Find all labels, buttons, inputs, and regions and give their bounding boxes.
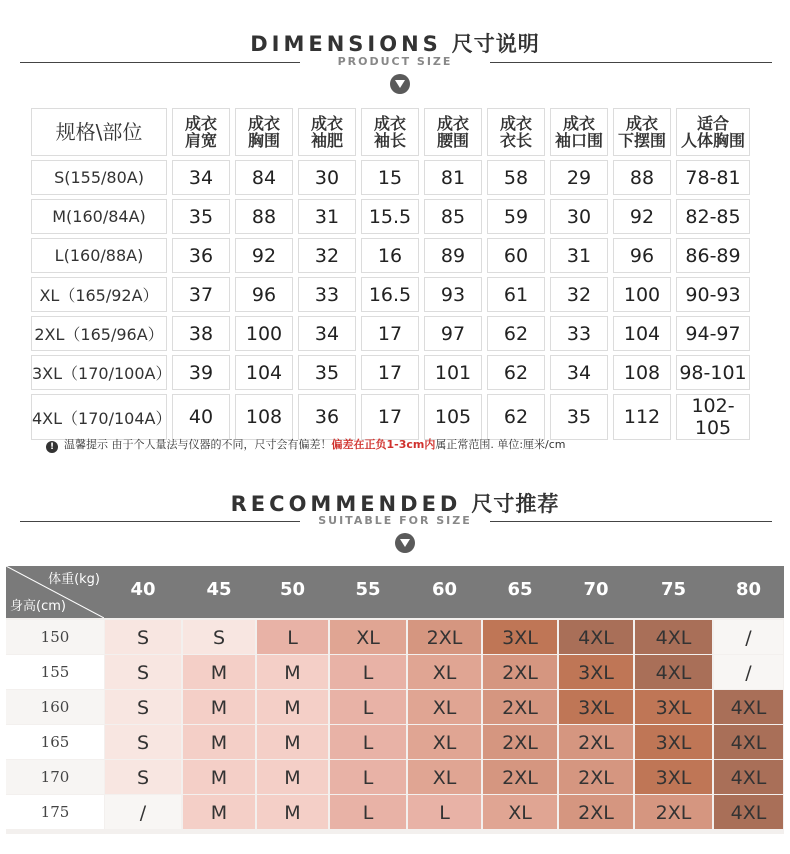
size-recommendation-cell: 4XL [559,620,633,654]
weight-header-cell: 55 [355,579,381,600]
table-cell: 81 [424,160,482,195]
height-row-label: 155 [6,655,104,689]
size-label-cell: XL（165/92A） [31,277,167,312]
size-recommendation-cell: 4XL [714,725,783,759]
dimensions-title-en: DIMENSIONS [250,32,442,56]
table-header-row [31,108,750,156]
recommended-title-en: RECOMMENDED [230,492,462,516]
table-cell: 108 [613,355,671,390]
height-row-label: 160 [6,690,104,724]
table-cell: 29 [550,160,608,195]
size-recommendation-cell: XL [483,795,557,829]
size-recommendation-cell: XL [408,725,481,759]
size-recommendation-cell: M [183,655,255,689]
height-row-label: 150 [6,620,104,654]
table-cell: 94-97 [676,316,750,351]
size-recommendation-cell: 2XL [635,795,712,829]
table-cell: 60 [487,238,545,273]
size-recommendation-cell: / [714,620,783,654]
table-cell: 17 [361,355,419,390]
size-recommendation-cell: 2XL [408,620,481,654]
table-cell: 62 [487,316,545,351]
size-recommendation-cell: M [183,760,255,794]
table-cell: 88 [613,160,671,195]
height-row-label: 175 [6,795,104,829]
table-cell: 35 [172,199,230,234]
size-label-cell: M(160/84A) [31,199,167,234]
dimensions-table [26,104,755,444]
size-recommendation-cell: L [330,795,406,829]
size-recommendation-cell: S [105,690,181,724]
table-cell: 35 [298,355,356,390]
size-recommendation-cell: 2XL [483,690,557,724]
divider-right [490,62,772,63]
size-recommendation-cell: 2XL [559,725,633,759]
table-cell: 37 [172,277,230,312]
recommended-subtitle: SUITABLE FOR SIZE [318,514,472,527]
size-recommendation-cell: XL [408,655,481,689]
size-recommendation-cell: M [257,725,328,759]
header-cell: 成衣 袖口围 [550,108,608,156]
table-cell: 86-89 [676,238,750,273]
size-recommendation-cell: S [105,725,181,759]
table-cell: 84 [235,160,293,195]
table-cell: 112 [613,394,671,440]
size-recommendation-cell: 3XL [635,760,712,794]
table-cell: 97 [424,316,482,351]
table-cell: 17 [361,316,419,351]
size-recommendation-cell: L [330,760,406,794]
size-recommendation-cell: 3XL [559,690,633,724]
size-recommendation-cell: 3XL [635,690,712,724]
table-cell: 98-101 [676,355,750,390]
size-recommendation-cell: 4XL [714,760,783,794]
table-cell: 101 [424,355,482,390]
table-cell: 82-85 [676,199,750,234]
table-row [31,316,750,351]
table-cell: 59 [487,199,545,234]
weight-header-cell: 60 [431,579,458,600]
table-cell: 92 [613,199,671,234]
header-cell: 成衣 肩宽 [172,108,230,156]
size-recommendation-cell: 3XL [559,655,633,689]
size-recommendation-cell: S [105,620,181,654]
size-recommendation-cell: 2XL [559,795,633,829]
table-cell: 30 [298,160,356,195]
size-recommendation-cell: XL [408,760,481,794]
table-cell: 36 [298,394,356,440]
table-cell: 34 [172,160,230,195]
size-recommendation-cell: M [183,725,255,759]
size-recommendation-cell: 2XL [559,760,633,794]
table-cell: 96 [613,238,671,273]
table-cell: 34 [298,316,356,351]
size-recommendation-cell: M [183,795,255,829]
header-cell: 成衣 袖长 [361,108,419,156]
table-cell: 100 [235,316,293,351]
dimensions-subtitle: PRODUCT SIZE [337,55,453,68]
table-cell: 35 [550,394,608,440]
size-recommendation-cell: 3XL [635,725,712,759]
table-cell: 39 [172,355,230,390]
table-cell: 30 [550,199,608,234]
table-cell: 15.5 [361,199,419,234]
header-cell: 适合 人体胸围 [676,108,750,156]
table-row [31,394,750,440]
dimensions-title [0,28,790,58]
size-recommendation-cell: M [257,655,328,689]
table-cell: 62 [487,355,545,390]
table-cell: 40 [172,394,230,440]
size-label-cell: 3XL（170/100A） [31,355,167,390]
header-cell: 成衣 腰围 [424,108,482,156]
size-recommendation-cell: L [330,725,406,759]
dimensions-title-cn: 尺寸说明 [451,32,540,56]
size-recommendation-cell: / [105,795,181,829]
table-cell: 102-105 [676,394,750,440]
size-recommendation-cell: L [330,690,406,724]
table-cell: 104 [235,355,293,390]
size-note [46,436,566,453]
size-recommendation-cell: XL [330,620,406,654]
size-recommendation-cell: M [257,760,328,794]
table-row [31,238,750,273]
table-row [31,199,750,234]
table-cell: 33 [550,316,608,351]
size-recommendation-cell: XL [408,690,481,724]
weight-header-cell: 80 [735,579,762,600]
size-recommendation-cell: 4XL [635,620,712,654]
size-recommendation-cell: 4XL [714,690,783,724]
table-cell: 90-93 [676,277,750,312]
table-cell: 61 [487,277,545,312]
recommended-title-cn: 尺寸推荐 [471,492,560,516]
recommended-grid [6,566,784,834]
table-cell: 15 [361,160,419,195]
height-row-label: 165 [6,725,104,759]
header-cell: 成衣 袖肥 [298,108,356,156]
table-row [31,160,750,195]
height-row-label: 170 [6,760,104,794]
weight-header-cell: 70 [583,579,609,600]
table-cell: 96 [235,277,293,312]
size-label-cell: S(155/80A) [31,160,167,195]
weight-header-cell: 50 [279,579,306,600]
warning-icon: ! [46,441,58,453]
table-row [31,355,750,390]
size-recommendation-cell: L [408,795,481,829]
table-cell: 32 [298,238,356,273]
header-cell: 成衣 下摆围 [613,108,671,156]
size-recommendation-cell: S [105,760,181,794]
size-recommendation-cell: 2XL [483,760,557,794]
note-prefix: 温馨提示 由于个人量法与仪器的不同，尺寸会有偏差！ [64,438,332,451]
corner-cell [6,566,104,618]
size-recommendation-cell: M [257,690,328,724]
size-recommendation-cell: M [257,795,328,829]
table-cell: 93 [424,277,482,312]
weight-header-cell: 65 [507,579,533,600]
table-cell: 85 [424,199,482,234]
weight-header-cell: 40 [130,579,156,600]
size-recommendation-cell: 3XL [483,620,557,654]
height-label: 身高(cm) [10,599,66,614]
table-cell: 32 [550,277,608,312]
size-recommendation-cell: S [183,620,255,654]
table-cell: 38 [172,316,230,351]
table-cell: 31 [550,238,608,273]
size-recommendation-cell: S [105,655,181,689]
header-cell: 规格\部位 [31,108,167,156]
table-cell: 16 [361,238,419,273]
size-recommendation-cell: 2XL [483,725,557,759]
table-cell: 89 [424,238,482,273]
table-cell: 36 [172,238,230,273]
header-cell: 成衣 胸围 [235,108,293,156]
header-cell: 成衣 衣长 [487,108,545,156]
table-cell: 104 [613,316,671,351]
size-recommendation-cell: 4XL [714,795,783,829]
table-cell: 16.5 [361,277,419,312]
table-cell: 105 [424,394,482,440]
table-cell: 31 [298,199,356,234]
size-recommendation-cell: 4XL [635,655,712,689]
chevron-down-icon [390,74,410,94]
size-label-cell: L(160/88A) [31,238,167,273]
table-cell: 88 [235,199,293,234]
table-cell: 33 [298,277,356,312]
table-cell: 62 [487,394,545,440]
table-cell: 100 [613,277,671,312]
table-cell: 92 [235,238,293,273]
size-recommendation-cell: M [183,690,255,724]
size-label-cell: 2XL（165/96A） [31,316,167,351]
size-recommendation-cell: L [330,655,406,689]
table-cell: 78-81 [676,160,750,195]
weight-header-cell: 75 [660,579,687,600]
chevron-down-icon [395,533,415,553]
table-cell: 58 [487,160,545,195]
table-cell: 108 [235,394,293,440]
table-cell: 17 [361,394,419,440]
note-highlight: 偏差在正负1-3cm内 [331,438,436,451]
size-recommendation-cell: L [257,620,328,654]
divider-right-2 [490,521,772,522]
table-row [31,277,750,312]
size-recommendation-cell: / [714,655,783,689]
note-suffix: 属正常范围. 单位:厘米/cm [435,438,566,451]
size-recommendation-cell: 2XL [483,655,557,689]
size-label-cell: 4XL（170/104A） [31,394,167,440]
table-cell: 34 [550,355,608,390]
weight-label: 体重(kg) [48,572,100,587]
weight-header-cell: 45 [206,579,232,600]
